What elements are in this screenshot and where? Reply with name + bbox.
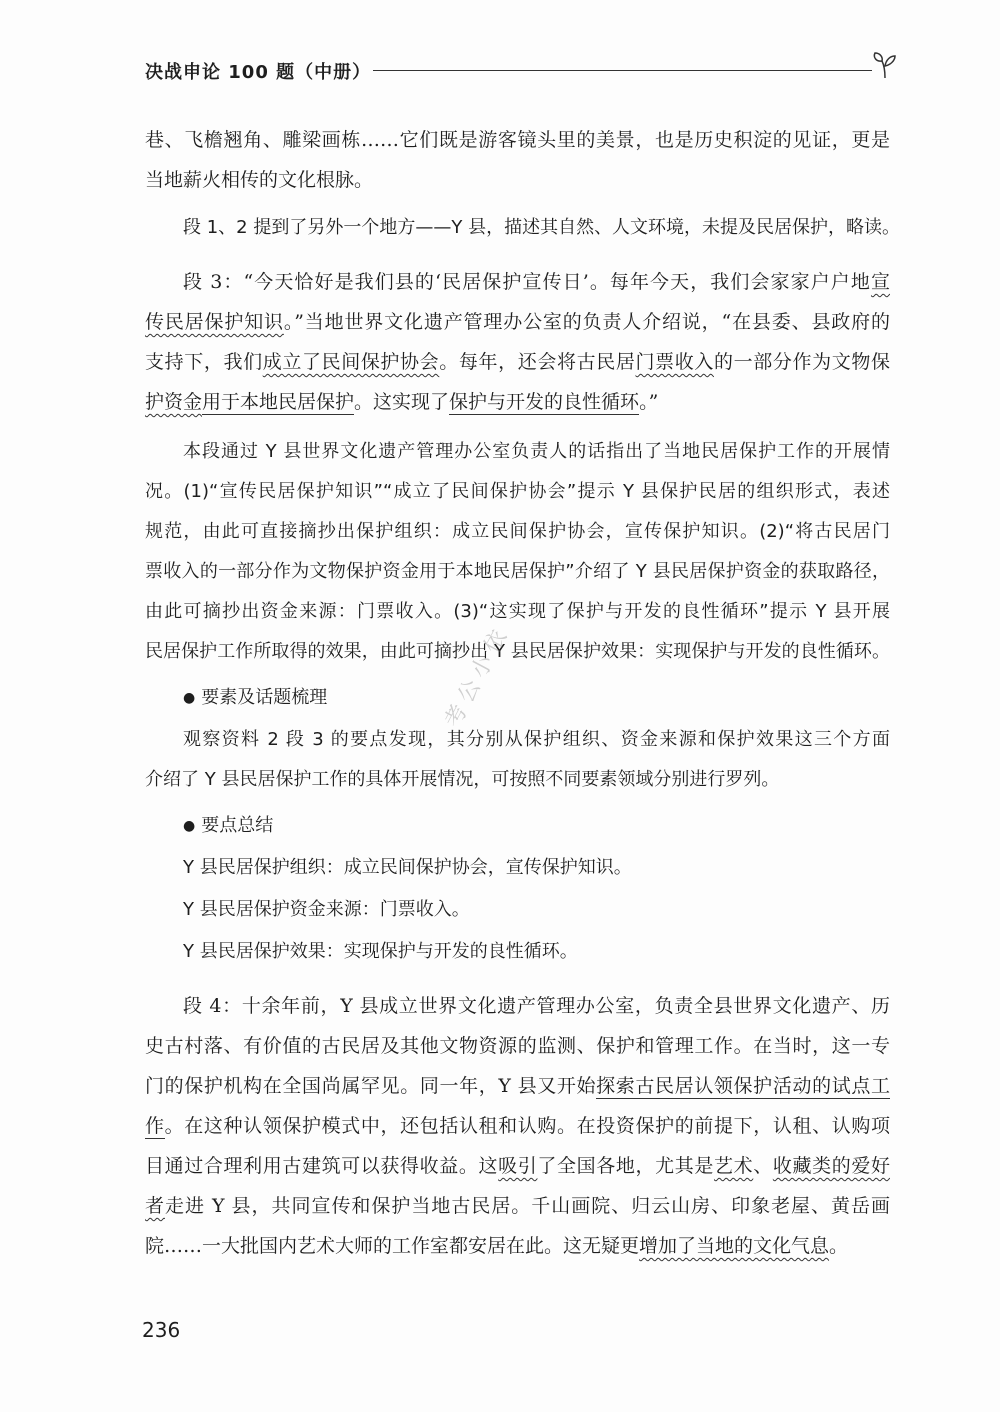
summary-heading: ● 要点总结 xyxy=(183,815,274,836)
seg4-line-7: 院……一大批国内艺术大师的工作室都安居在此。这无疑更增加了当地的文化气息。 xyxy=(145,1235,849,1257)
analysis-line-3: 规范，由此可直接摘抄出保护组织：成立民间保护协会，宣传保护知识。(2)“将古民居门 xyxy=(145,521,890,542)
elements-line-2: 介绍了 Y 县民居保护工作的具体开展情况，可按照不同要素领域分别进行罗列。 xyxy=(145,769,780,790)
analysis-line-1: 本段通过 Y 县世界文化遗产管理办公室负责人的话指出了当地民居保护工作的开展情 xyxy=(183,441,890,462)
seg3-line-1: 段 3：“今天恰好是我们县的‘民居保护宣传日’。每年今天，我们会家家户户地宣 xyxy=(183,271,890,293)
seg4-line-4: 作。在这种认领保护模式中，还包括认租和认购。在投资保护的前提下，认租、认购项 xyxy=(145,1115,890,1137)
summary-line-3: Y 县民居保护效果：实现保护与开发的良性循环。 xyxy=(183,941,578,962)
page-header xyxy=(145,50,900,90)
book-title: 决战申论 100 题（中册） xyxy=(145,62,372,83)
header-rule xyxy=(373,70,872,71)
seg4-line-3: 门的保护机构在全国尚属罕见。同一年，Y 县又开始探索古民居认领保护活动的试点工 xyxy=(145,1075,890,1097)
seg3-line-2: 传民居保护知识。”当地世界文化遗产管理办公室的负责人介绍说，“在县委、县政府的 xyxy=(145,311,890,333)
intro-line-2: 当地薪火相传的文化根脉。 xyxy=(145,169,374,191)
seg4-line-5: 目通过合理利用古建筑可以获得收益。这吸引了全国各地，尤其是艺术、收藏类的爱好 xyxy=(145,1155,890,1177)
analysis-line-4: 票收入的一部分作为文物保护资金用于本地民居保护”介绍了 Y 县民居保护资金的获取路径， xyxy=(145,561,890,582)
note-para-1-2: 段 1、2 提到了另外一个地方——Y 县，描述其自然、人文环境，未提及民居保护，略读。 xyxy=(183,217,901,238)
seg4-line-6: 者走进 Y 县，共同宣传和保护当地古民居。千山画院、归云山房、印象老屋、黄岳画 xyxy=(145,1195,890,1217)
intro-line-1: 巷、飞檐翘角、雕梁画栋……它们既是游客镜头里的美景，也是历史积淀的见证，更是 xyxy=(145,129,890,151)
analysis-line-2: 况。(1)“宣传民居保护知识”“成立了民间保护协会”提示 Y 县保护民居的组织形式，表述 xyxy=(145,481,890,502)
seg4-line-2: 史古村落、有价值的古民居及其他文物资源的监测、保护和管理工作。在当时，这一专 xyxy=(145,1035,890,1057)
watermark: 考公小依 xyxy=(440,621,516,732)
seg3-line-4: 护资金用于本地民居保护。这实现了保护与开发的良性循环。” xyxy=(145,391,659,413)
summary-line-2: Y 县民居保护资金来源：门票收入。 xyxy=(183,899,470,920)
bullet-icon: ● xyxy=(183,818,196,834)
summary-line-1: Y 县民居保护组织：成立民间保护协会，宣传保护知识。 xyxy=(183,857,632,878)
elements-line-1: 观察资料 2 段 3 的要点发现，其分别从保护组织、资金来源和保护效果这三个方面 xyxy=(183,729,890,750)
sprout-icon xyxy=(870,50,900,80)
seg4-line-1: 段 4：十余年前，Y 县成立世界文化遗产管理办公室，负责全县世界文化遗产、历 xyxy=(183,995,890,1017)
seg3-line-3: 支持下，我们成立了民间保护协会。每年，还会将古民居门票收入的一部分作为文物保 xyxy=(145,351,890,373)
analysis-line-5: 由此可摘抄出资金来源：门票收入。(3)“这实现了保护与开发的良性循环”提示 Y 县开展 xyxy=(145,601,890,622)
elements-heading: ● 要素及话题梳理 xyxy=(183,687,328,708)
bullet-icon: ● xyxy=(183,690,196,706)
analysis-line-6: 民居保护工作所取得的效果，由此可摘抄出 Y 县民居保护效果：实现保护与开发的良性循环。 xyxy=(145,641,890,662)
page-number: 236 xyxy=(142,1318,181,1342)
